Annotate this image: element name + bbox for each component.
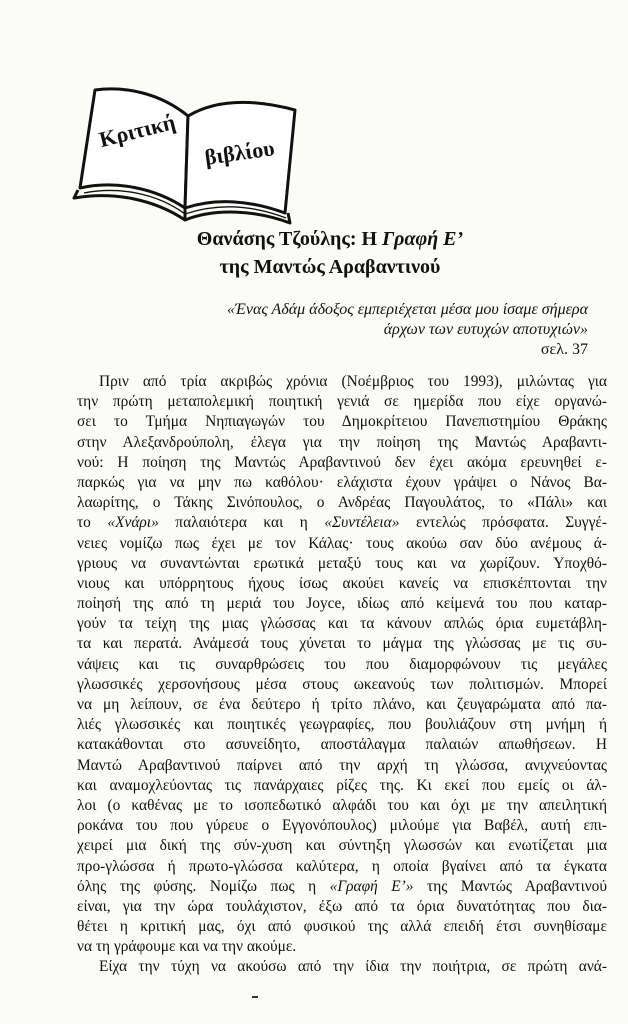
body-line: γλωσσικές χερσονήσους μέσα στους ωκεανούς των πολιτισμών. Μπορεί bbox=[77, 675, 607, 693]
body-line: ποίησή της από τη μεριά του Joyce, ιδίως από κείμενά του που καταρ- bbox=[77, 595, 607, 613]
body-line bbox=[77, 513, 607, 533]
body-line: Είχα την τύχη να ακούσω από την ίδια την ποιήτρια, σε πρώτη ανά- bbox=[99, 958, 607, 976]
logo-word-2: βιβλίου bbox=[203, 135, 276, 170]
epigraph-line-2: άρχων των ευτυχών αποτυχιών» bbox=[383, 321, 588, 338]
body-line: την πρώτη μεταπολεμική ποιητική γενιά σε ημερίδα που είχε οργανώ- bbox=[77, 393, 607, 411]
text: το bbox=[77, 514, 108, 532]
title-author: Θανάσης Τζούλης: Η bbox=[196, 228, 383, 250]
journal-name: «Χνάρι» bbox=[107, 514, 159, 532]
body-line: λοι (ο καθένας με το ισοπεδωτικό αλφάδι του και όχι με την απειλητική bbox=[77, 796, 607, 814]
article-body bbox=[77, 372, 607, 978]
logo-word-1: Κριτική bbox=[96, 109, 178, 153]
body-line: παρκώς για να μην πω καθόλου· ελάχιστα έχουν γράψει ο Νάνος Βα- bbox=[77, 473, 607, 491]
text: της Μαντώς Αραβαντινού bbox=[413, 877, 607, 895]
body-line: στην Αλεξανδρούπολη, έλεγα για την ποίηση της Μαντώς Αραβαντι- bbox=[77, 433, 607, 451]
body-line: χειρεί μια δική της σύν-χυση και σύντηξη γλωσσών και ενωτίζεται μια bbox=[77, 837, 607, 855]
text: όλης της φύσης. Νομίζω πως η bbox=[77, 877, 330, 895]
book-title: «Γραφή Ε’» bbox=[329, 877, 414, 895]
body-line: να τη γράφουμε και να την ακούμε. bbox=[77, 938, 297, 956]
body-line: είναι, για την ώρα τουλάχιστον, έξω από τα όρια δυνατότητας που δια- bbox=[77, 897, 607, 915]
body-line: κατακάθονται στο ασυνείδητο, αποστάλαγμα παλαιών απωθήσεων. Η bbox=[77, 736, 607, 754]
body-line: προ-γλώσσα ή πρωτο-γλώσσα καλύτερα, η οποία βγαίνει από τα έγκατα bbox=[77, 857, 607, 875]
body-line: θέτει η κριτική μας, όχι από φυσικού της αλλά επειδή έτσι συνηθίσαμε bbox=[77, 918, 607, 936]
epigraph-line-1: «Ένας Αδάμ άδοξος εμπεριέχεται μέσα μου ίσαμε σήμερα bbox=[226, 301, 588, 318]
book-logo bbox=[70, 48, 310, 228]
body-line: λιές γλωσσικές και ποιητικές γεωγραφίες, που βουλιάζουν στη μνήμη ή bbox=[77, 716, 607, 734]
journal-name: «Συντέλεια» bbox=[324, 514, 400, 532]
page-mark bbox=[252, 996, 258, 998]
article-title bbox=[120, 226, 540, 252]
body-line: ροκάνα του που γύρευε ο Εγγονόπουλος) μιλούμε για Βαβέλ, αυτή επι- bbox=[77, 817, 607, 835]
body-line: τα και περατά. Ανάμεσά τους χύνεται το μάγμα της γλώσσας με τις συ- bbox=[77, 635, 607, 653]
text: εντελώς πρόσφατα. Συγγέ- bbox=[399, 514, 607, 532]
text: παλαιότερα και η bbox=[158, 514, 325, 532]
article-title-line2: της Μαντώς Αραβαντινού bbox=[219, 256, 441, 278]
body-line: νάψεις και τις συναρθρώσεις του που διαμορφώνουν τις μεγάλες bbox=[77, 655, 607, 673]
body-line: νειες νομίζω πως έχει με τον Κάλας· τους ακούω σαν δύο ανέμους ά- bbox=[77, 534, 607, 552]
body-line: και αναμοχλεύοντας τις πανάρχαιες ρίζες της. Κι εκεί που εμείς οι άλ- bbox=[77, 776, 607, 794]
body-line: Μαντώ Αραβαντινού παίρνει από την αρχή τη γλώσσα, ανιχνεύοντας bbox=[77, 756, 607, 774]
body-line: νιους και υπόρρητους ήχους ίσως ακούει κανείς να επισκέπτονται την bbox=[77, 574, 607, 592]
body-line: νού: Η ποίηση της Μαντώς Αραβαντινού δεν έχει ακόμα ερευνηθεί ε- bbox=[77, 453, 607, 471]
body-line bbox=[77, 877, 607, 897]
epigraph-source: σελ. 37 bbox=[540, 341, 588, 358]
body-line: λαωρίτης, ο Τάκης Σινόπουλος, ο Ανδρέας Παγουλάτος, το «Πάλι» και bbox=[77, 494, 607, 512]
body-line: γούν τα τείχη της μιας γλώσσας και τα κάνουν απλώς όρια ευμετάβλη- bbox=[77, 615, 607, 633]
body-line: Πριν από τρία ακριβώς χρόνια (Νοέμβριος του 1993), μιλώντας για bbox=[99, 373, 607, 390]
body-line: γριους να συναντώνται ερωτικά μεταξύ τους και να χωρίζουν. Υποχθό- bbox=[77, 554, 607, 572]
body-line: σει το Τμήμα Νηπιαγωγών του Δημοκρίτειου Πανεπιστημίου Θράκης bbox=[77, 413, 607, 431]
body-line: να μη λείπουν, σε ένα δεύτερο ή τρίτο πλάνο, και ζευγαρώματα από πα- bbox=[77, 696, 607, 713]
title-book: Γραφή Ε’ bbox=[382, 228, 464, 250]
